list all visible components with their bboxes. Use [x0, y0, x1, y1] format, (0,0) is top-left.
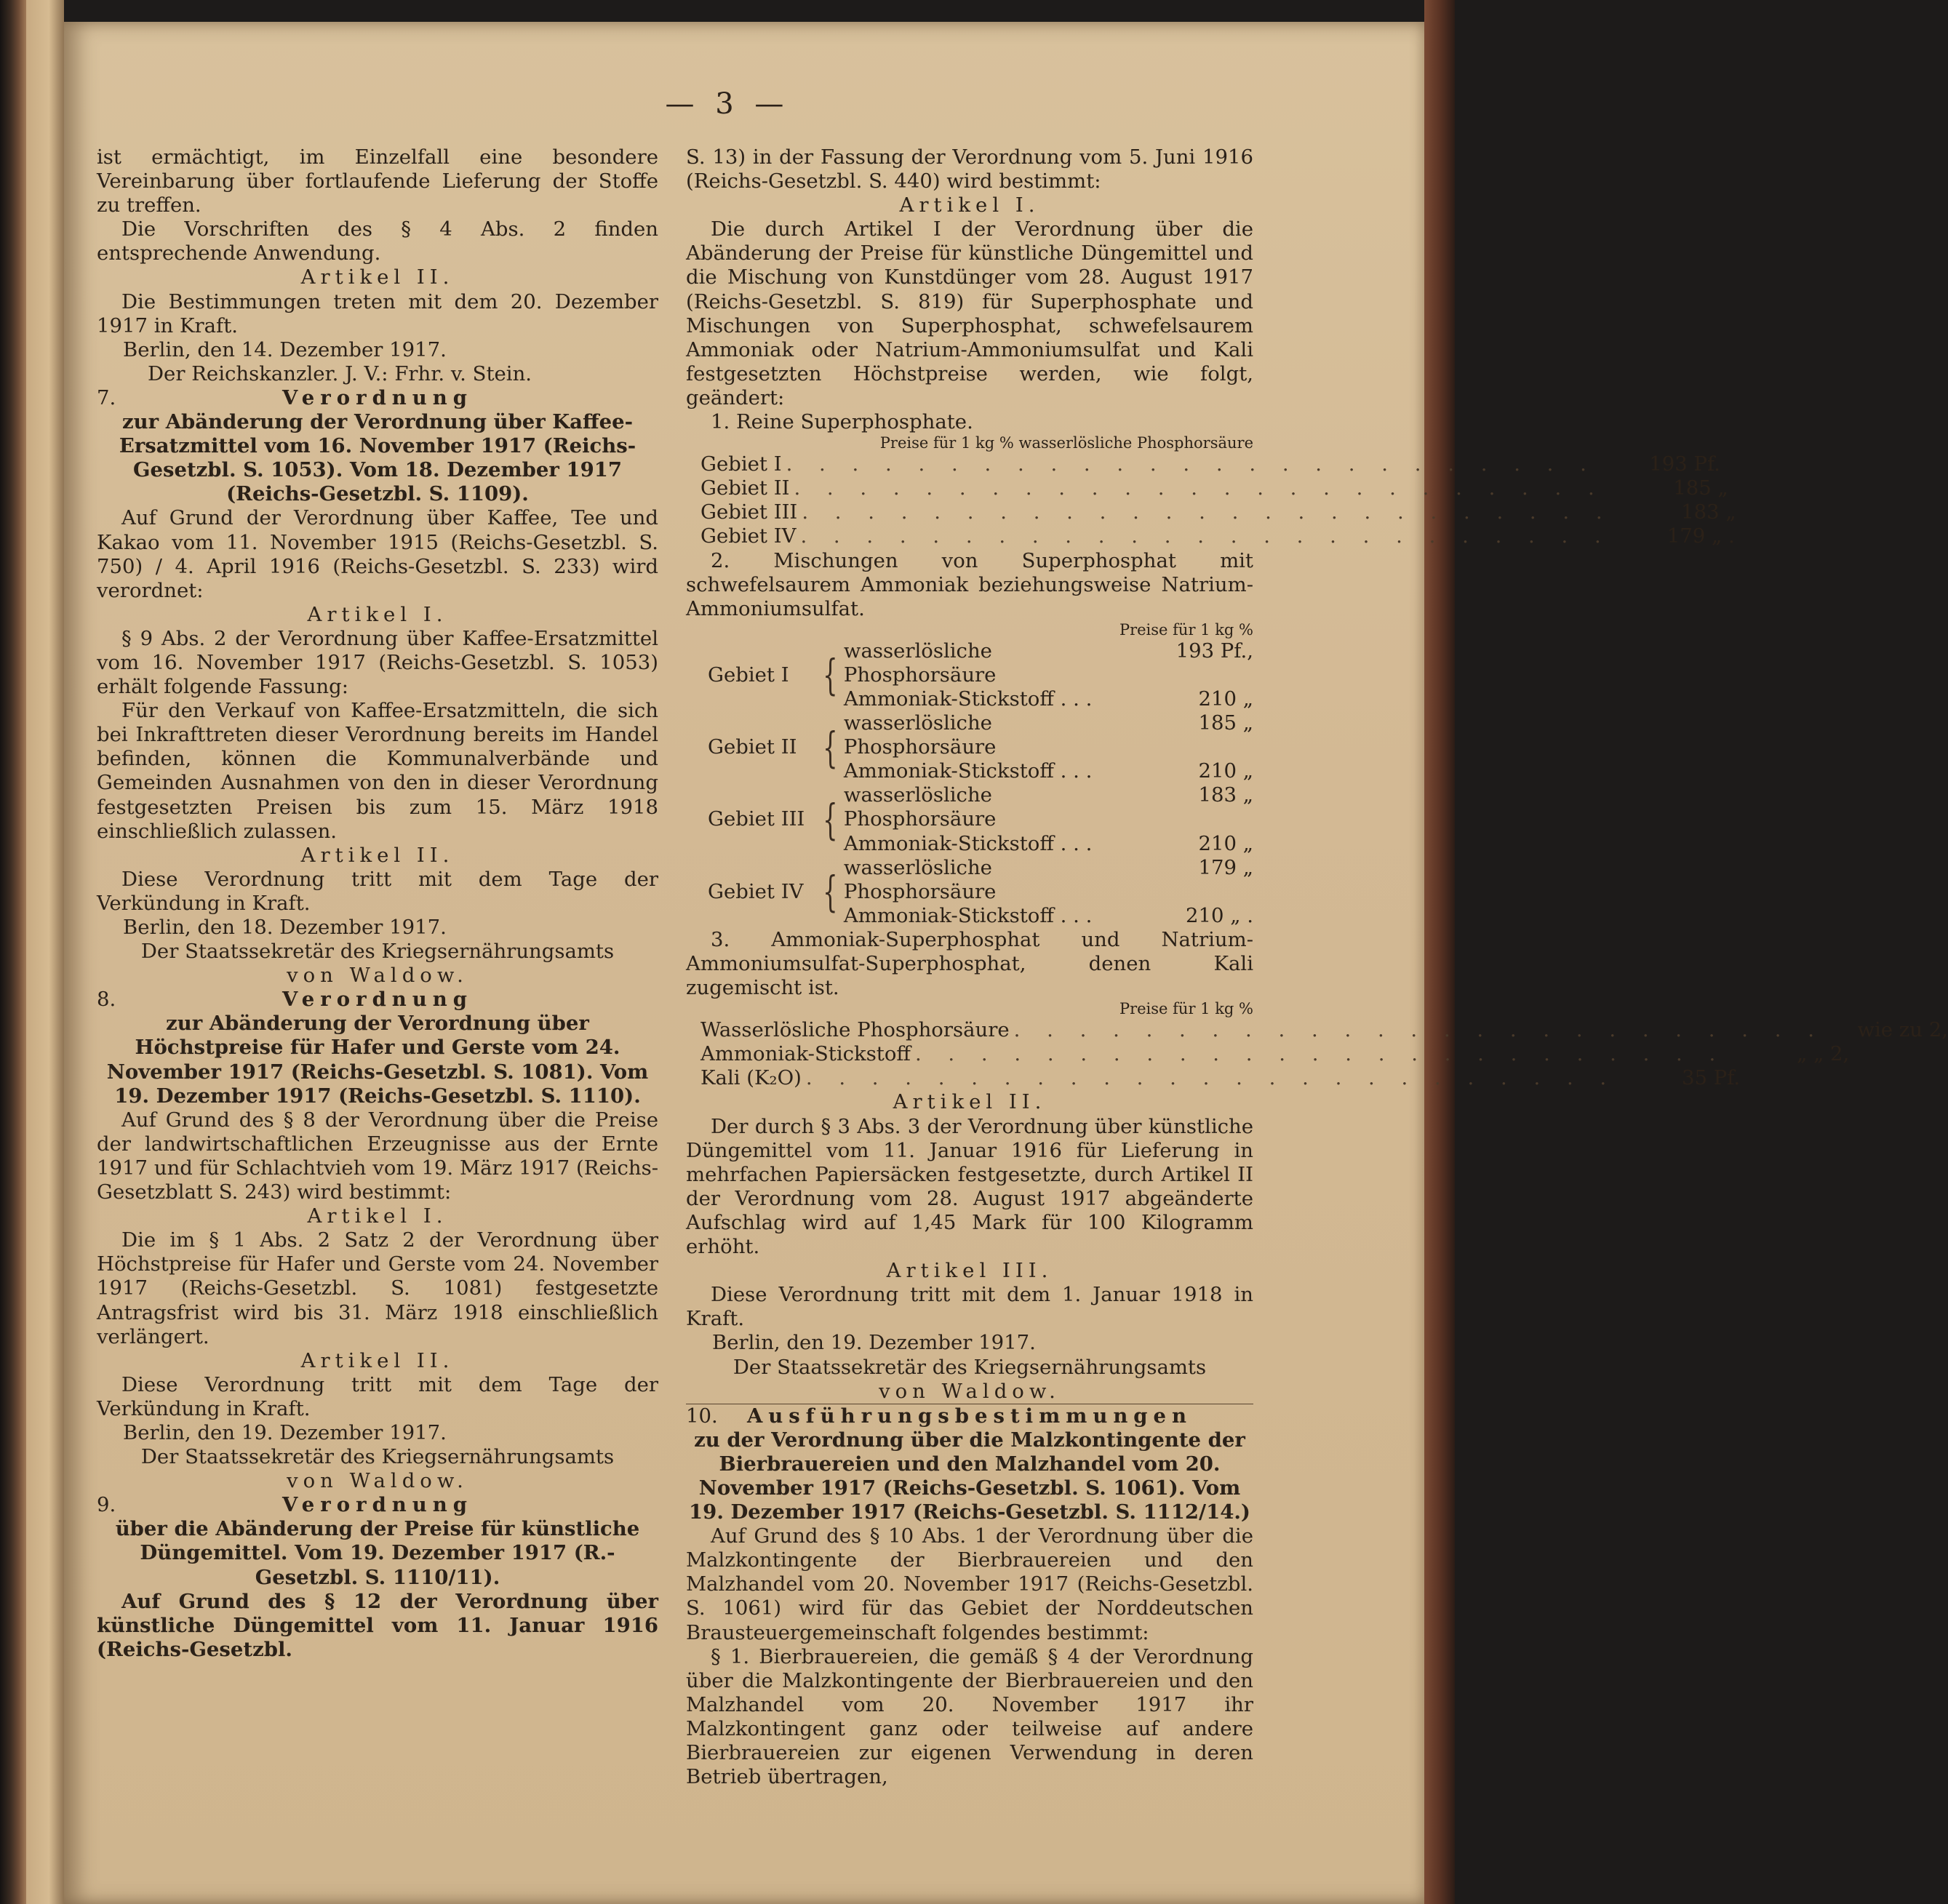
subsection-heading: 3. Ammoniak-Superphosphat und Natrium-Ammoniumsulfat-Superphosphat, denen Kali zugemischt ist.	[686, 927, 1253, 1000]
signature-name: von Waldow.	[287, 1469, 468, 1493]
paragraph: § 9 Abs. 2 der Verordnung über Kaffee-Ersatzmittel vom 16. November 1917 (Reichs-Gesetzbl. S. 1053) erhält folgende Fassung:	[97, 626, 658, 699]
price-row	[686, 452, 1720, 476]
signature-place-date: Berlin, den 18. Dezember 1917.	[123, 916, 447, 939]
price-label: Ammoniak-Stickstoff . . .	[843, 831, 1093, 855]
price-group	[686, 639, 1253, 711]
subsection-heading: 2. Mischungen von Superphosphat mit schwefelsaurem Ammoniak beziehungsweise Natrium-Ammoniumsulfat.	[686, 548, 1253, 620]
section-number: 10.	[686, 1404, 718, 1428]
price-row	[844, 687, 1253, 711]
price-row	[686, 1066, 1741, 1090]
region-label: Gebiet II	[708, 735, 797, 759]
price-label: Wasserlösliche Phosphorsäure	[700, 1018, 1010, 1042]
article-heading: Artikel I.	[899, 193, 1040, 217]
price-row	[686, 1018, 1948, 1042]
price-row	[844, 904, 1253, 928]
price-label: Ammoniak-Stickstoff . . .	[843, 759, 1093, 783]
subsection-heading: 1. Reine Superphosphate.	[711, 410, 973, 434]
brace-glyph: {	[823, 794, 838, 844]
paragraph: Auf Grund des § 8 der Verordnung über die Preise der landwirtschaftlichen Erzeugnisse aus der Ernte 1917 und für Schlachtvieh vom 19. März 1917 (Reichs-Gesetzblatt S. 243) wird bestimmt:	[97, 1108, 658, 1204]
price-row	[844, 639, 1253, 687]
group-rows	[844, 639, 1253, 711]
previous-page-edge	[26, 0, 64, 1904]
book-cover-edge	[1424, 0, 1455, 1904]
price-column-header: Preise für 1 kg %	[1119, 1000, 1253, 1018]
price-value: 185 „	[1673, 476, 1728, 500]
section-title: zur Abänderung der Verordnung über Höchstpreise für Hafer und Gerste vom 24. November 1917 (Reichs-Gesetzbl. S. 1081). Vom 19. Dezember 1917 (Reichs-Gesetzbl. S. 1110).	[106, 1012, 649, 1108]
continuation-paragraph: ist ermächtigt, im Einzelfall eine besondere Vereinbarung über fortlaufende Lieferung der Stoffe zu treffen.	[97, 145, 658, 217]
section-title-word: Verordnung	[282, 385, 474, 409]
price-label: Ammoniak-Stickstoff . . .	[843, 903, 1093, 927]
article-heading: Artikel III.	[886, 1259, 1053, 1283]
section-title-word: Verordnung	[282, 1493, 474, 1517]
article-heading: Artikel II.	[893, 1090, 1047, 1114]
group-rows	[844, 856, 1253, 928]
price-row	[844, 783, 1253, 831]
price-value: 35 Pf.	[1682, 1066, 1741, 1090]
paragraph: Die Vorschriften des § 4 Abs. 2 finden entsprechende Anwendung.	[97, 217, 658, 265]
section-title-word: Ausführungsbestimmungen	[746, 1404, 1193, 1428]
leader-dots: . . . . . . . . . . . . . . . . . . . . . . . . .	[786, 452, 1597, 476]
paragraph: Diese Verordnung tritt mit dem Tage der Verkündung in Kraft.	[97, 1372, 658, 1420]
paragraph: Auf Grund des § 10 Abs. 1 der Verordnung über die Malzkontingente der Bierbrauereien und den Malzhandel vom 20. November 1917 (Reichs-Gesetzbl. S. 1061) wird für das Gebiet der Norddeutschen Brausteuergemeinschaft folgendes bestimmt:	[686, 1524, 1253, 1644]
brace-glyph: {	[823, 867, 838, 917]
price-value: 179 „	[1198, 855, 1253, 879]
signature-place-date: Berlin, den 19. Dezember 1917.	[123, 1420, 447, 1444]
section-title-word: Verordnung	[282, 988, 474, 1012]
signature-office: Der Staatssekretär des Kriegsernährungsamts	[733, 1355, 1207, 1379]
price-value: „ „ 2,	[1797, 1042, 1850, 1066]
price-group	[686, 783, 1253, 855]
price-row	[844, 856, 1253, 904]
price-group	[686, 711, 1253, 783]
paragraph: Für den Verkauf von Kaffee-Ersatzmitteln, die sich bei Inkrafttreten dieser Verordnung bereits im Handel befinden, können die Kommunalverbände und Gemeinden Ausnahmen von den in dieser Verordnung festgesetzten Preisen bis zum 15. März 1918 einschließlich zulassen.	[97, 699, 658, 843]
price-value: 210 „	[1198, 687, 1253, 711]
price-label: Gebiet IV	[700, 524, 797, 548]
paragraph: Die im § 1 Abs. 2 Satz 2 der Verordnung über Höchstpreise für Hafer und Gerste vom 24. November 1917 (Reichs-Gesetzbl. S. 1081) festgesetzte Antragsfrist wird bis 31. März 1918 einschließlich verlängert.	[97, 1228, 658, 1348]
section-heading	[97, 1493, 658, 1517]
price-label: Gebiet II	[700, 476, 790, 500]
section-title: über die Abänderung der Preise für künstliche Düngemittel. Vom 19. Dezember 1917 (R.-Gesetzbl. S. 1110/11).	[115, 1517, 640, 1589]
region-label: Gebiet IV	[708, 879, 804, 903]
brace-glyph: {	[823, 722, 838, 772]
price-value: 185 „	[1198, 711, 1253, 735]
article-heading: Artikel I.	[307, 1204, 448, 1228]
left-column	[97, 145, 658, 1662]
leader-dots: . . . . . . . . . . . . . . . . . . . . . . . . .	[805, 1066, 1617, 1090]
paragraph: Der durch § 3 Abs. 3 der Verordnung über künstliche Düngemittel vom 11. Januar 1916 für Lieferung in mehrfachen Papiersäcken festgesetzte, durch Artikel II der Verordnung vom 28. August 1917 abgeänderte Aufschlag wird auf 1,45 Mark für 100 Kilogramm erhöht.	[686, 1114, 1253, 1259]
leader-dots: . . . . . . . . . . . . . . . . . . . . . . . . .	[794, 476, 1605, 500]
section-heading	[97, 386, 658, 410]
signature-office: Der Staatssekretär des Kriegsernährungsamts	[140, 1445, 615, 1469]
signature-name: Der Reichskanzler. J. V.: Frhr. v. Stein.	[148, 361, 532, 385]
group-rows	[844, 711, 1253, 783]
price-row	[844, 759, 1253, 783]
price-value: 210 „ .	[1186, 903, 1253, 927]
price-value: 183 „	[1198, 783, 1253, 807]
section-title: zu der Verordnung über die Malzkontingente der Bierbrauereien und den Malzhandel vom 20. November 1917 (Reichs-Gesetzbl. S. 1061). Vom 19. Dezember 1917 (Reichs-Gesetzbl. S. 1112/14.)	[689, 1428, 1250, 1524]
price-table	[686, 639, 1253, 928]
signature-place-date: Berlin, den 19. Dezember 1917.	[712, 1331, 1036, 1355]
leader-dots: . . . . . . . . . . . . . . . . . . . . . . . . .	[1013, 1018, 1824, 1042]
price-row	[844, 711, 1253, 759]
paragraph: Diese Verordnung tritt mit dem Tage der Verkündung in Kraft.	[97, 867, 658, 915]
price-column-header: Preise für 1 kg %	[1119, 620, 1253, 639]
section-number: 8.	[97, 988, 116, 1012]
page-number: — 3 —	[665, 87, 790, 121]
section-number: 9.	[97, 1493, 116, 1517]
price-label: Kali (K₂O)	[700, 1066, 802, 1090]
brace-glyph: {	[823, 650, 838, 700]
signature-office: Der Staatssekretär des Kriegsernährungsamts	[140, 940, 615, 964]
signature-name: von Waldow.	[879, 1379, 1061, 1403]
right-column	[686, 145, 1948, 1789]
section-heading	[686, 1404, 1253, 1428]
book-binding	[0, 0, 26, 1904]
paragraph: Auf Grund des § 12 der Verordnung über künstliche Düngemittel vom 11. Januar 1916 (Reichs-Gesetzbl.	[97, 1589, 658, 1661]
paragraph: Die durch Artikel I der Verordnung über die Abänderung der Preise für künstliche Düngemittel und die Mischung von Kunstdünger vom 28. August 1917 (Reichs-Gesetzbl. S. 819) für Superphosphate und Mischungen von Superphosphat, schwefelsaurem Ammoniak oder Natrium-Ammoniumsulfat und Kali festgesetzten Höchstpreise werden, wie folgt, geändert:	[686, 217, 1253, 409]
article-heading: Artikel II.	[300, 265, 455, 289]
price-label: Gebiet III	[700, 500, 798, 524]
article-heading: Artikel I.	[307, 602, 448, 626]
price-row	[844, 832, 1253, 856]
price-row	[686, 1042, 1850, 1066]
price-row	[686, 476, 1728, 500]
price-table	[686, 1018, 1948, 1090]
paragraph: § 1. Bierbrauereien, die gemäß § 4 der Verordnung über die Malzkontingente der Bierbrauereien und den Malzhandel vom 20. November 1917 ihr Malzkontingent ganz oder teilweise auf andere Bierbrauereien zur eigenen Verwendung in deren Betrieb übertragen,	[686, 1644, 1253, 1789]
price-label: wasserlösliche Phosphorsäure	[843, 711, 997, 759]
price-label: Gebiet I	[700, 452, 782, 476]
group-rows	[844, 783, 1253, 855]
section-number: 7.	[97, 385, 116, 409]
signature-name: von Waldow.	[287, 964, 468, 988]
leader-dots: . . . . . . . . . . . . . . . . . . . . . . . . .	[802, 500, 1613, 524]
paragraph: Diese Verordnung tritt mit dem 1. Januar 1918 in Kraft.	[686, 1283, 1253, 1331]
price-value: 193 Pf.,	[1175, 639, 1253, 663]
price-label: Ammoniak-Stickstoff	[700, 1042, 911, 1066]
price-table	[686, 452, 1736, 548]
article-heading: Artikel II.	[300, 843, 455, 867]
price-value: 210 „	[1198, 759, 1253, 783]
price-label: Ammoniak-Stickstoff . . .	[843, 687, 1093, 711]
price-column-header: Preise für 1 kg % wasserlösliche Phosphorsäure	[879, 434, 1253, 452]
paragraph: Die Bestimmungen treten mit dem 20. Dezember 1917 in Kraft.	[97, 289, 658, 337]
region-label: Gebiet III	[708, 807, 805, 831]
section-title: zur Abänderung der Verordnung über Kaffee-Ersatzmittel vom 16. November 1917 (Reichs-Gesetzbl. S. 1053). Vom 18. Dezember 1917 (Reichs-Gesetzbl. S. 1109).	[119, 410, 636, 506]
price-label: wasserlösliche Phosphorsäure	[843, 639, 997, 687]
price-group	[686, 856, 1253, 928]
price-value: 183 „	[1681, 500, 1736, 524]
price-value: wie zu 2,	[1857, 1018, 1948, 1042]
price-label: wasserlösliche Phosphorsäure	[843, 783, 997, 831]
paragraph: Auf Grund der Verordnung über Kaffee, Tee und Kakao vom 11. November 1915 (Reichs-Gesetzbl. S. 750) / 4. April 1916 (Reichs-Gesetzbl. S. 233) wird verordnet:	[97, 506, 658, 602]
price-label: wasserlösliche Phosphorsäure	[843, 855, 997, 903]
article-heading: Artikel II.	[300, 1348, 455, 1372]
signature-place-date: Berlin, den 14. Dezember 1917.	[123, 337, 447, 361]
continuation-paragraph: S. 13) in der Fassung der Verordnung vom 5. Juni 1916 (Reichs-Gesetzbl. S. 440) wird bestimmt:	[686, 145, 1253, 193]
price-row	[686, 500, 1736, 524]
section-heading	[97, 988, 658, 1012]
region-label: Gebiet I	[708, 663, 789, 687]
price-value: 193 Pf.	[1649, 452, 1720, 476]
price-value: 179 „ .	[1666, 524, 1735, 548]
leader-dots: . . . . . . . . . . . . . . . . . . . . . . . . .	[800, 524, 1611, 548]
price-row	[686, 524, 1735, 548]
leader-dots: . . . . . . . . . . . . . . . . . . . . . . . . .	[914, 1042, 1726, 1066]
price-value: 210 „	[1198, 831, 1253, 855]
